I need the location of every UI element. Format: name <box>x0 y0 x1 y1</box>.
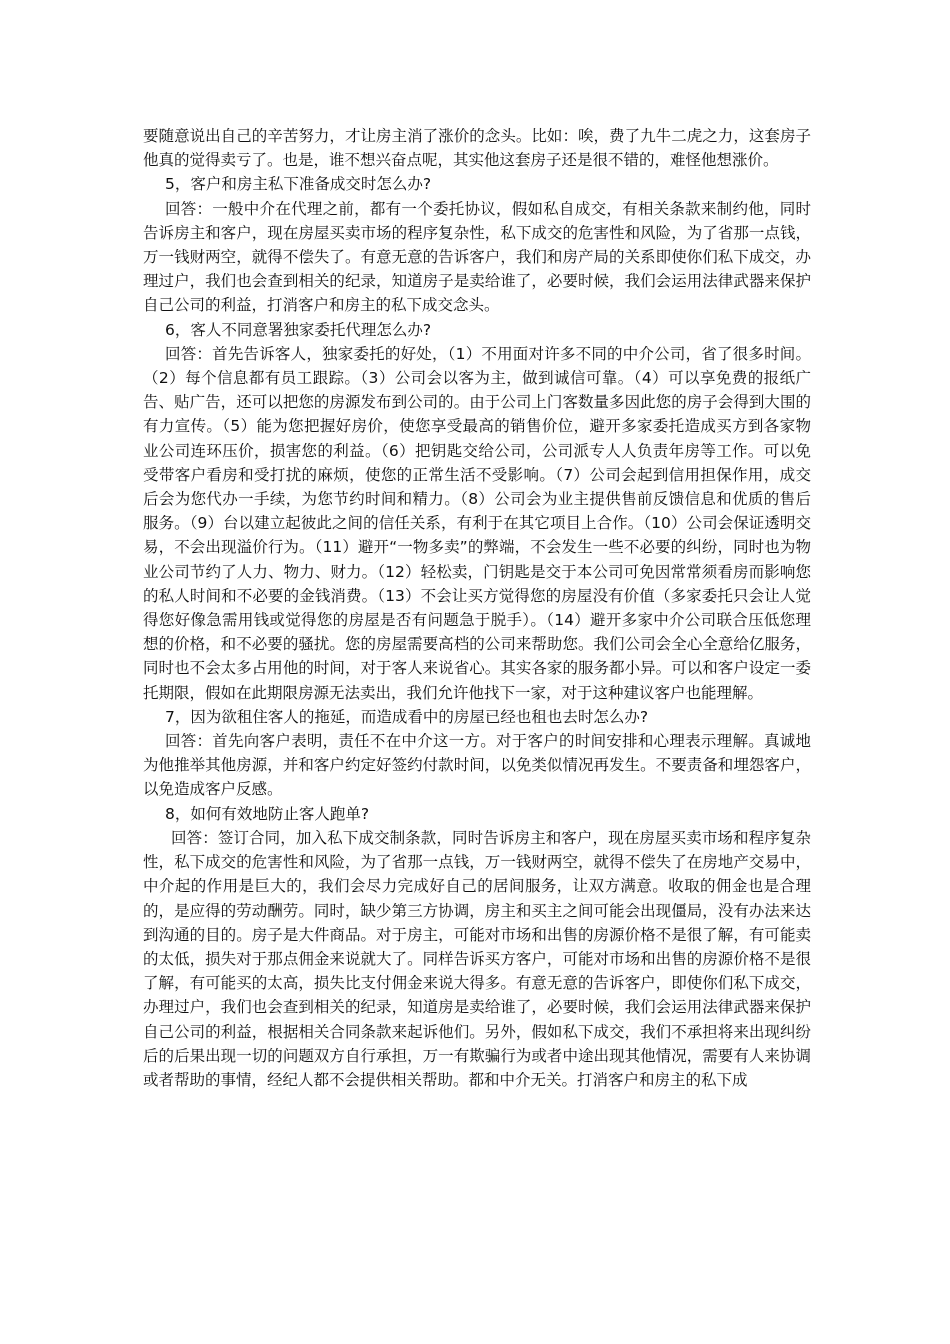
question-8: 8，如何有效地防止客人跑单? <box>165 804 370 823</box>
answer-6: 回答：首先告诉客人，独家委托的好处，（1）不用面对许多不同的中介公司，省了很多时间。（2）每个信息都有员工跟踪。（3）公司会以客为主，做到诚信可靠。（4）可以享免费的报纸广告、贴广告，还可以把您的房源发布到公司的。由于公司上门客数量多因此您的房子会得到大围的有力宣传。（5）能为您把握好房价，使您享受最高的销售价位，避开多家委托造成买方到各家物业公司连环压价，损害您的利益。（6）把钥匙交给公司，公司派专人人负责年房等工作。可以免受带客户看房和受打扰的麻烦，使您的正常生活不受影响。（7）公司会起到信用担保作用，成交后会为您代办一手续，为您节约时间和精力。（8）公司会为业主提供售前反馈信息和优质的售后服务。（9）台以建立起彼此之间的信任关系，有利于在其它项目上合作。（10）公司会保证透明交易，不会出现溢价行为。（11）避开“一物多卖”的弊端，不会发生一些不必要的纠纷，同时也为物业公司节约了人力、物力、财力。（12）轻松卖，门钥匙是交于本公司可免因常常须看房而影响您的私人时间和不必要的金钱消费。（13）不会让买方觉得您的房屋没有价值（多家委托只会让人觉得您好像急需用钱或觉得您的房屋是否有问题急于脱手）。（14）避开多家中介公司联合压低您理想的价格，和不必要的骚扰。您的房屋需要高档的公司来帮助您。我们公司会全心全意给亿服务，同时也不会太多占用他的时间，对于客人来说省心。其实各家的服务都小异。可以和客户设定一委托期限，假如在此期限房源无法卖出，我们允许他找下一家，对于这种建议客户也能理解。 <box>143 344 811 702</box>
question-7: 7，因为欲租住客人的拖延，而造成看中的房屋已经也租也去时怎么办? <box>165 707 649 726</box>
question-5: 5，客户和房主私下准备成交时怎么办? <box>165 175 432 194</box>
answer-7: 回答：首先向客户表明，责任不在中介这一方。对于客户的时间安排和心理表示理解。真诚地为他推举其他房源，并和客户约定好签约付款时间，以免类似情况再发生。不要责备和埋怨客户，以免造成客户反感。 <box>143 732 811 799</box>
answer-5: 回答：一般中介在代理之前，都有一个委托协议，假如私自成交，有相关条款来制约他，同时告诉房主和客户，现在房屋买卖市场的程序复杂性，私下成交的危害性和风险，为了省那一点钱，万一钱财两空，就得不偿失了。有意无意的告诉客户，我们和房产局的关系即使你们私下成交，办理过户，我们也会查到相关的纪录，知道房子是卖给谁了，必要时候，我们会运用法律武器来保护自己公司的利益，打消客户和房主的私下成交念头。 <box>143 199 811 315</box>
document-page <box>143 124 811 1092</box>
answer-8: 回答：签订合同，加入私下成交制条款，同时告诉房主和客户，现在房屋买卖市场和程序复杂性，私下成交的危害性和风险，为了省那一点钱，万一钱财两空，就得不偿失了在房地产交易中，中介起的作用是巨大的，我们会尽力完成好自己的居间服务，让双方满意。收取的佣金也是合理的，是应得的劳动酬劳。同时，缺少第三方协调，房主和买主之间可能会出现僵局，没有办法来达到沟通的目的。房子是大件商品。对于房主，可能对市场和出售的房源价格不是很了解，有可能卖的太低，损失对于那点佣金来说就大了。同样告诉买方客户，可能对市场和出售的房源价格不是很了解，有可能买的太高，损失比支付佣金来说大得多。有意无意的告诉客户，即使你们私下成交，办理过户，我们也会查到相关的纪录，知道房是卖给谁了，必要时候，我们会运用法律武器来保护自己公司的利益，根据相关合同条款来起诉他们。另外，假如私下成交，我们不承担将来出现纠纷后的后果出现一切的问题双方自行承担，万一有欺骗行为或者中途出现其他情况，需要有人来协调或者帮助的事情，经纪人都不会提供相关帮助。都和中介无关。打消客户和房主的私下成 <box>143 828 811 1089</box>
paragraph-continuation: 要随意说出自己的辛苦努力，才让房主消了涨价的念头。比如：唉，费了九牛二虎之力，这套房子他真的觉得卖亏了。也是，谁不想兴奋点呢，其实他这套房子还是很不错的，难怪他想涨价。 <box>143 127 811 170</box>
question-6: 6，客人不同意署独家委托代理怎么办? <box>165 320 432 339</box>
